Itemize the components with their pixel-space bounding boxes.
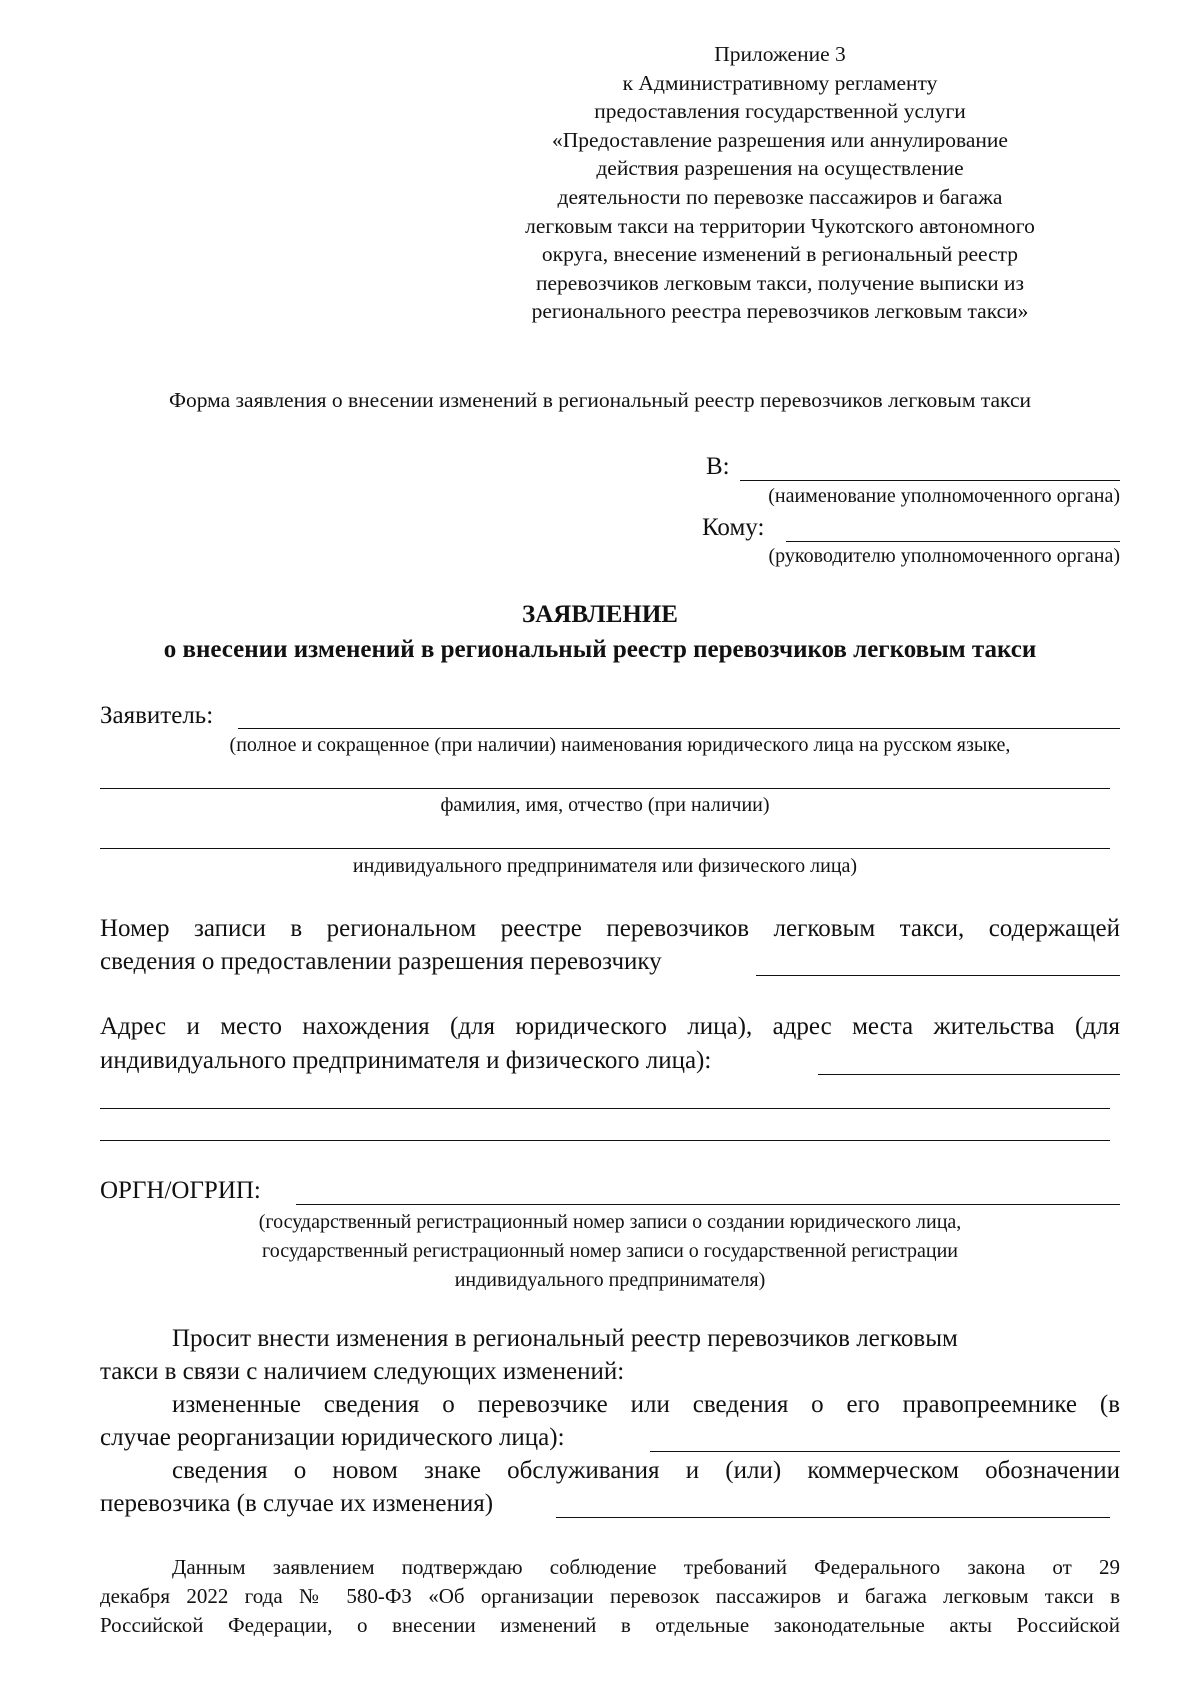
request-item-2-line-2: перевозчика (в случае их изменения) (100, 1490, 494, 1517)
document-title: ЗАЯВЛЕНИЕ (522, 601, 678, 628)
form-title: Форма заявления о внесении изменений в региональный реестр перевозчиков легковым такси (169, 388, 1031, 412)
whom-field[interactable] (786, 541, 1120, 542)
request-item-1-line-2: случае реорганизации юридического лица): (100, 1424, 565, 1451)
address-field-3[interactable] (100, 1140, 1110, 1141)
appendix-line: регионального реестра перевозчиков легковым такси» (531, 299, 1029, 324)
address-field-2[interactable] (100, 1108, 1110, 1109)
appendix-line: округа, внесение изменений в региональный реестр (541, 242, 1019, 267)
appendix-line: перевозчиков легковым такси, получение выписки из (535, 270, 1024, 295)
confirmation-line-3: Российской Федерации, о внесении изменений в отдельные законодательные акты Российской (100, 1613, 1120, 1637)
to-hint: (наименование уполномоченного органа) (768, 485, 1120, 507)
document-subtitle: о внесении изменений в региональный реестр перевозчиков легковым такси (163, 636, 1037, 663)
appendix-line: предоставления государственной услуги (594, 99, 966, 124)
to-field[interactable] (740, 480, 1120, 481)
applicant-hint-1: (полное и сокращенное (при наличии) наименования юридического лица на русском языке, (229, 734, 1011, 756)
appendix-line: Приложение 3 (714, 42, 846, 66)
confirmation-line-2: декабря 2022 года № 580-ФЗ «Об организации перевозок пассажиров и багажа легковым такси в (100, 1584, 1120, 1608)
changed-info-field[interactable] (650, 1451, 1120, 1452)
appendix-line: к Административному регламенту (622, 70, 938, 95)
whom-label: Кому: (702, 514, 765, 541)
applicant-label: Заявитель: (100, 702, 214, 729)
ogrn-hint-1: (государственный регистрационный номер записи о создании юридического лица, (258, 1211, 962, 1233)
request-line-1: Просит внести изменения в региональный реестр перевозчиков легковым (172, 1325, 958, 1352)
address-field-1[interactable] (818, 1074, 1120, 1075)
appendix-line: легковым такси на территории Чукотского автономного (525, 213, 1035, 238)
address-line-1: Адрес и место нахождения (для юридического лица), адрес места жительства (для (100, 1013, 1120, 1040)
record-number-field[interactable] (756, 975, 1120, 976)
applicant-field-2[interactable] (100, 788, 1110, 789)
address-line-2: индивидуального предпринимателя и физического лица): (100, 1047, 712, 1074)
service-mark-field[interactable] (556, 1517, 1110, 1518)
applicant-hint-3: индивидуального предпринимателя или физического лица) (352, 855, 858, 877)
appendix-line: деятельности по перевозке пассажиров и багажа (557, 184, 1003, 209)
appendix-header (480, 40, 1080, 326)
ogrn-label: ОРГН/ОГРИП: (100, 1177, 261, 1204)
whom-hint: (руководителю уполномоченного органа) (768, 545, 1120, 567)
ogrn-hint-3: индивидуального предпринимателя) (454, 1269, 766, 1291)
appendix-line: действия разрешения на осуществление (596, 156, 964, 181)
request-line-2: такси в связи с наличием следующих изменений: (100, 1358, 625, 1385)
to-label: В: (706, 453, 730, 480)
request-item-2-line-1: сведения о новом знаке обслуживания и (или) коммерческом обозначении (172, 1457, 1120, 1484)
request-item-1-line-1: измененные сведения о перевозчике или сведения о его правопреемнике (в (172, 1391, 1120, 1418)
record-number-line-2: сведения о предоставлении разрешения перевозчику (100, 948, 662, 975)
record-number-line-1: Номер записи в региональном реестре перевозчиков легковым такси, содержащей (100, 915, 1120, 942)
applicant-hint-2: фамилия, имя, отчество (при наличии) (440, 794, 770, 816)
confirmation-line-1: Данным заявлением подтверждаю соблюдение требований Федерального закона от 29 (172, 1555, 1120, 1579)
ogrn-field[interactable] (296, 1204, 1120, 1205)
ogrn-hint-2: государственный регистрационный номер записи о государственной регистрации (262, 1240, 958, 1262)
applicant-field[interactable] (238, 728, 1120, 729)
appendix-line: «Предоставление разрешения или аннулирование (552, 127, 1008, 152)
applicant-field-3[interactable] (100, 848, 1110, 849)
